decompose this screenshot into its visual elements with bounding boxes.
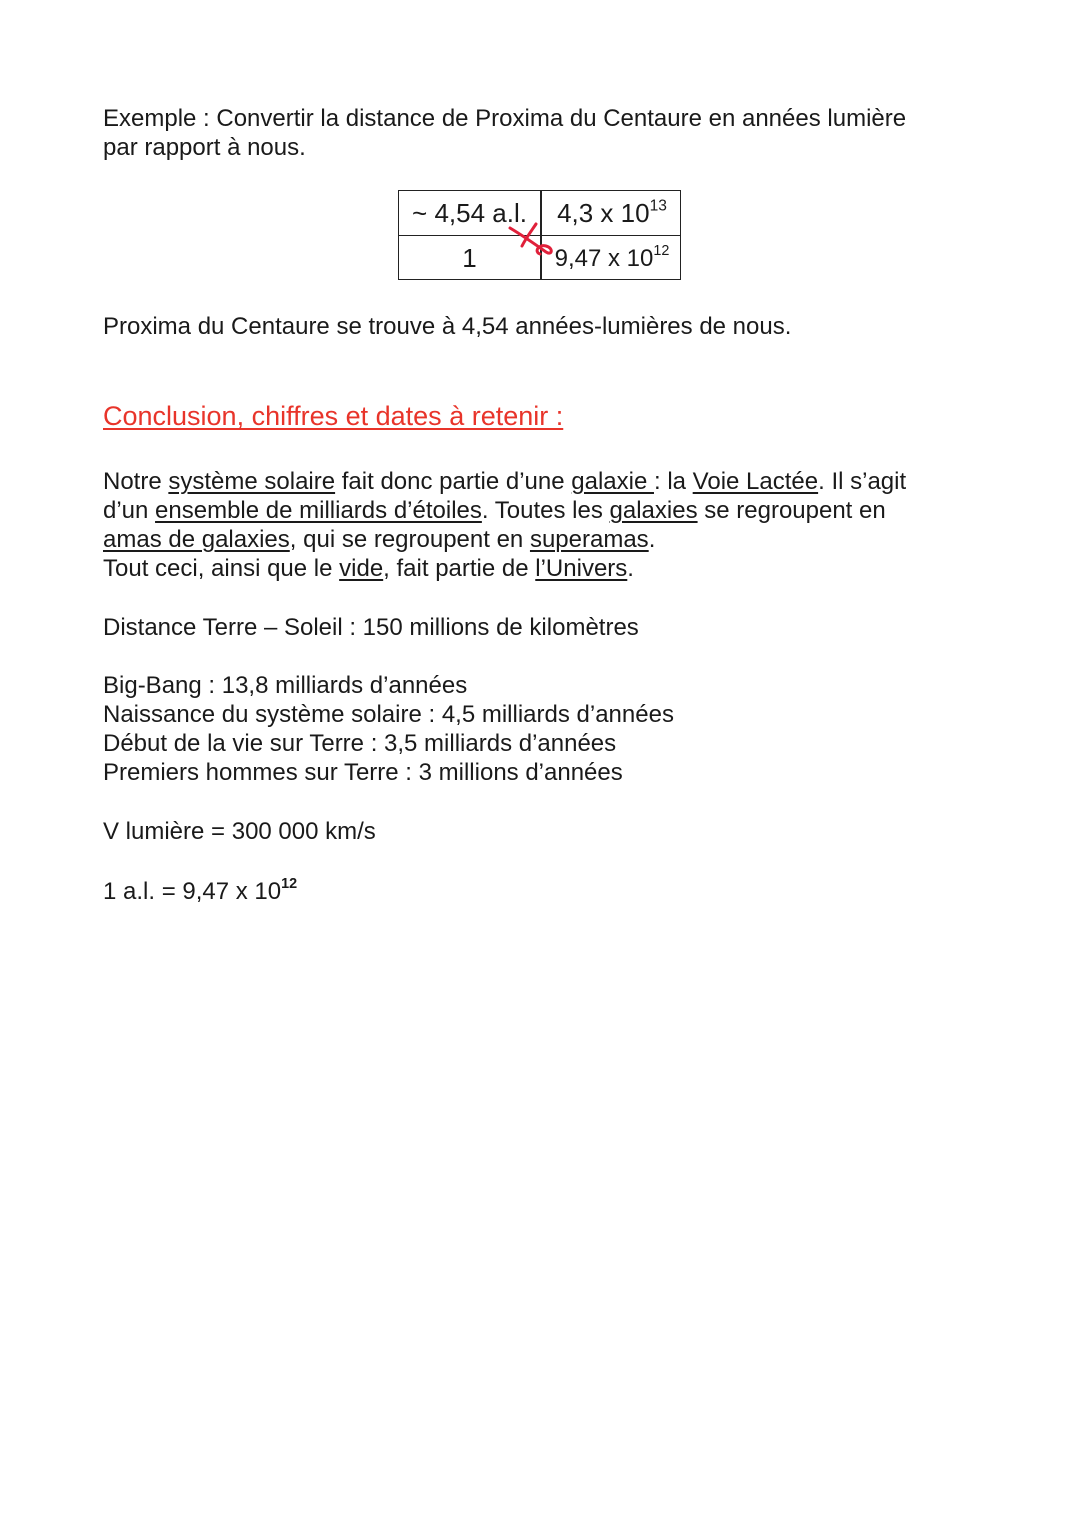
table-cell-distance-km: 4,3 x $10^{13}$ <box>557 197 667 228</box>
table-cell-years: ~ 4,54 a.l. <box>412 198 527 228</box>
light-speed: V lumière = 300 000 km/s <box>103 818 376 845</box>
date-first-humans: Premiers hommes sur Terre : 3 millions d’années <box>103 759 623 786</box>
paragraph-line-3: amas de galaxies, qui se regroupent en superamas. <box>103 526 656 553</box>
table-cell-light-year-km: 9,47 x $10^{12}$ <box>554 243 670 272</box>
distance-earth-sun: Distance Terre – Soleil : 150 millions de kilomètres <box>103 614 639 641</box>
paragraph-line-2: d’un ensemble de milliards d’étoiles. Toutes les galaxies se regroupent en <box>103 497 886 524</box>
table-cell-one: 1 <box>462 243 477 273</box>
result-sentence: Proxima du Centaure se trouve à 4,54 années-lumières de nous. <box>103 313 792 340</box>
light-year-value: 1 a.l. = 9,47 x $10^{12}$ <box>103 876 298 905</box>
date-big-bang: Big-Bang : 13,8 milliards d’années <box>103 672 468 699</box>
date-life-on-earth: Début de la vie sur Terre : 3,5 milliards d’années <box>103 730 617 757</box>
conclusion-heading: Conclusion, chiffres et dates à retenir : <box>103 401 564 431</box>
paragraph-line-1: Notre système solaire fait donc partie d’une galaxie : la Voie Lactée. Il s’agit <box>103 468 907 495</box>
example-line-2: par rapport à nous. <box>103 134 306 161</box>
cross-multiplication-mark <box>506 218 558 258</box>
date-solar-system: Naissance du système solaire : 4,5 milliards d’années <box>103 701 674 728</box>
example-line-1: Exemple : Convertir la distance de Proxima du Centaure en années lumière <box>103 105 907 132</box>
paragraph-line-4: Tout ceci, ainsi que le vide, fait partie de l’Univers. <box>103 555 634 582</box>
